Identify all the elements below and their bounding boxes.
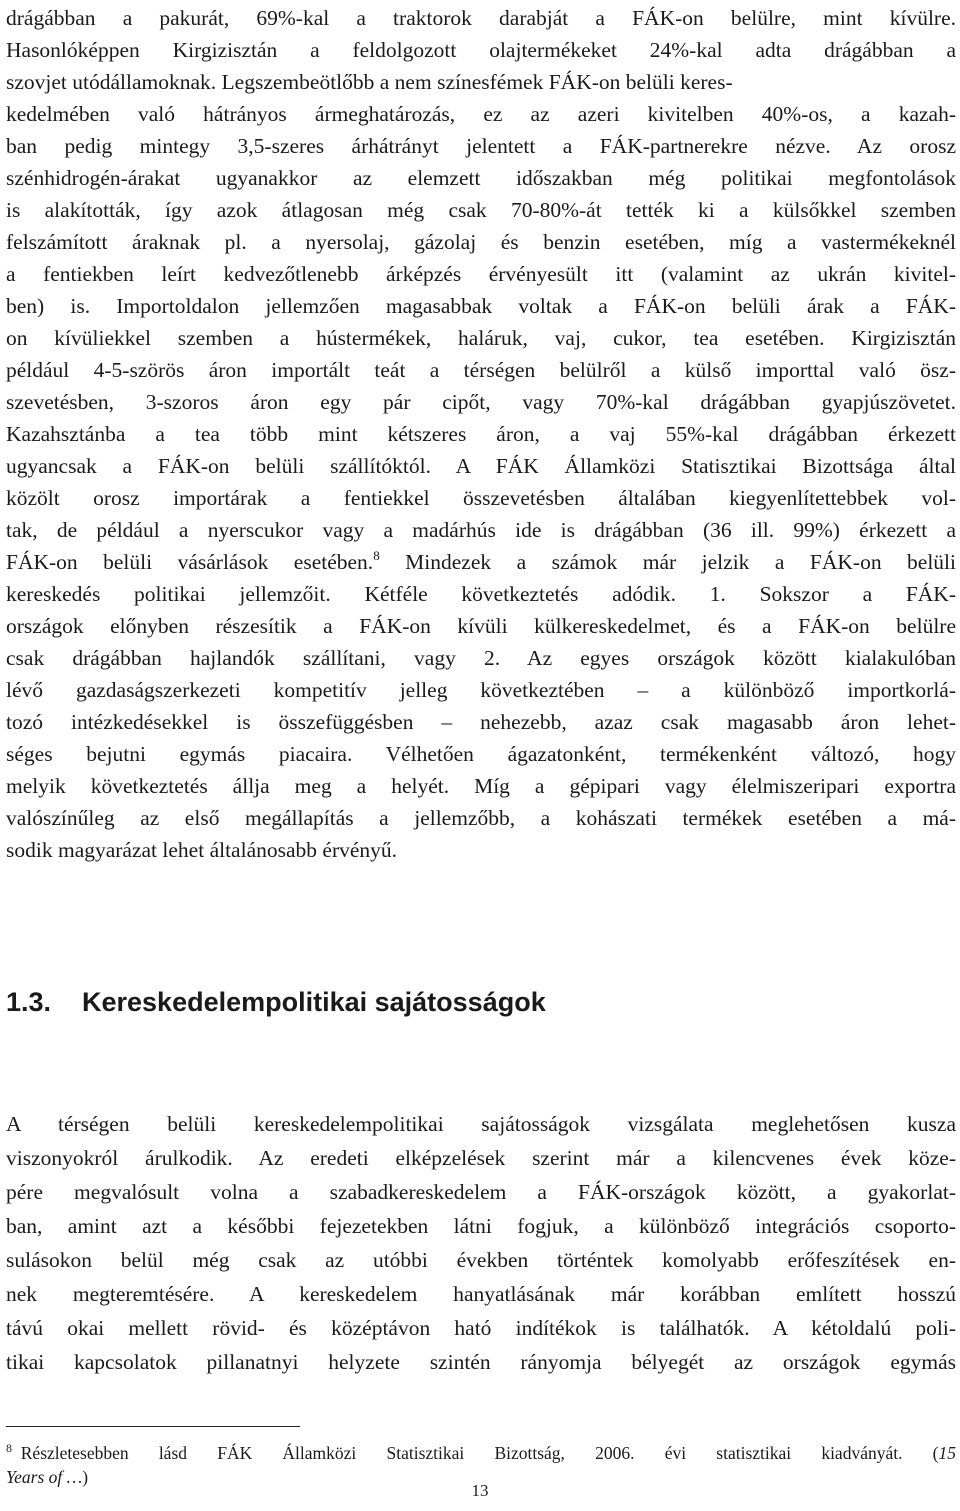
paragraph-line: közölt orosz importárak a fentiekkel összevetésben általában kiegyenlítettebbek vol-	[6, 486, 956, 510]
footnote-text: Részletesebben lásd FÁK Államközi Statisztikai Bizottság, 2006. évi statisztikai kiadványát. (	[20, 1443, 939, 1463]
paragraph-line: is alakították, így azok átlagosan még csak 70-80%-át tették ki a külsőkkel szemben	[6, 198, 956, 222]
paragraph-line: drágábban a pakurát, 69%-kal a traktorok darabját a FÁK-on belülre, mint kívülre.	[6, 6, 956, 30]
paragraph-line: ben) is. Importoldalon jellemzően magasabbak voltak a FÁK-on belüli árak a FÁK-	[6, 294, 956, 318]
paragraph-line: valószínűleg az első megállapítás a jellemzőbb, a kohászati termékek esetében a má-	[6, 806, 956, 830]
paragraph-line: kereskedés politikai jellemzőit. Kétféle következtetés adódik. 1. Sokszor a FÁK-	[6, 582, 956, 606]
paragraph-line: ugyancsak a FÁK-on belüli szállítóktól. A FÁK Államközi Statisztikai Bizottsága által	[6, 454, 956, 478]
paragraph-line: sodik magyarázat lehet általánosabb érvényű.	[6, 838, 398, 862]
paragraph-line: a fentiekben leírt kedvezőtlenebb árképzés érvényesült itt (valamint az ukrán kivitel-	[6, 262, 956, 286]
paragraph-line: ban, amint azt a későbbi fejezetekben látni fogjuk, a különböző integrációs csoporto-	[6, 1214, 956, 1238]
paragraph-line: lévő gazdaságszerkezeti kompetitív jelleg következtében – a különböző importkorlá-	[6, 678, 956, 702]
paragraph-line: csak drágábban hajlandók szállítani, vagy 2. Az egyes országok között kialakulóban	[6, 646, 956, 670]
paragraph-line: A térségen belüli kereskedelempolitikai sajátosságok vizsgálata meglehetősen kusza	[6, 1112, 956, 1136]
line-text: FÁK-on belüli vásárlások esetében.	[6, 550, 374, 574]
paragraph-line: tikai kapcsolatok pillanatnyi helyzete szintén rányomja bélyegét az országok egymás	[6, 1350, 956, 1374]
paragraph-line	[6, 548, 956, 576]
paragraph-line: Hasonlóképpen Kirgizisztán a feldolgozott olajtermékeket 24%-kal adta drágábban a	[6, 38, 956, 62]
footnote-text: )	[82, 1467, 89, 1487]
footnote-italic: 15	[938, 1443, 956, 1463]
section-number: 1.3.	[6, 987, 52, 1017]
paragraph-line: nek megteremtésére. A kereskedelem hanyatlásának már korábban említett hosszú	[6, 1282, 956, 1306]
paragraph-line: például 4-5-szörös áron importált teát a térségen belülről a külső importtal való ösz-	[6, 358, 956, 382]
paragraph-line: szovjet utódállamoknak. Legszembeötlőbb a nem színesfémek FÁK-on belüli keres-	[6, 70, 733, 94]
paragraph-line: szénhidrogén-árakat ugyanakkor az elemzett időszakban még politikai megfontolások	[6, 166, 956, 190]
paragraph-line: tozó intézkedésekkel is összefüggésben – nehezebb, azaz csak magasabb áron lehet-	[6, 710, 956, 734]
section-heading	[6, 985, 546, 1019]
paragraph-line: séges bejutni egymás piacaira. Vélhetően ágazatonként, termékenként változó, hogy	[6, 742, 956, 766]
paragraph-line: országok előnyben részesítik a FÁK-on kívüli külkereskedelmet, és a FÁK-on belülre	[6, 614, 956, 638]
paragraph-line: melyik következtetés állja meg a helyét. Míg a gépipari vagy élelmiszeripari exportra	[6, 774, 956, 798]
paragraph-line: távú okai mellett rövid- és középtávon ható indítékok is találhatók. A kétoldalú poli-	[6, 1316, 956, 1340]
paragraph-line: tak, de például a nyerscukor vagy a madárhús ide is drágábban (36 ill. 99%) érkezett a	[6, 518, 956, 542]
footnote-italic: Years of …	[6, 1467, 83, 1487]
paragraph-line: pére megvalósult volna a szabadkereskedelem a FÁK-országok között, a gyakorlat-	[6, 1180, 956, 1204]
footnote-line	[6, 1442, 956, 1464]
section-title: Kereskedelempolitikai sajátosságok	[82, 987, 546, 1017]
paragraph-line: on kívüliekkel szemben a hústermékek, haláruk, vaj, cukor, tea esetében. Kirgizisztán	[6, 326, 956, 350]
footnote-reference[interactable]: 8	[373, 548, 380, 563]
paragraph-line: viszonyokról árulkodik. Az eredeti elképzelések szerint már a kilencvenes évek köze-	[6, 1146, 956, 1170]
paragraph-line: ban pedig mintegy 3,5-szeres árhátrányt jelentett a FÁK-partnerekre nézve. Az orosz	[6, 134, 956, 158]
footnote-number: 8	[6, 1441, 12, 1455]
page-number: 13	[471, 1481, 489, 1500]
paragraph-line: Kazahsztánba a tea több mint kétszeres áron, a vaj 55%-kal drágábban érkezett	[6, 422, 956, 446]
footnote-separator	[6, 1426, 300, 1427]
paragraph-line: felszámított áraknak pl. a nyersolaj, gázolaj és benzin esetében, míg a vastermékeknél	[6, 230, 956, 254]
line-text: Mindezek a számok már jelzik a FÁK-on belüli	[379, 550, 957, 574]
footnote-text	[12, 1443, 21, 1463]
paragraph-line: kedelmében való hátrányos ármeghatározás, ez az azeri kivitelben 40%-os, a kazah-	[6, 102, 956, 126]
paragraph-line: szevetésben, 3-szoros áron egy pár cipőt, vagy 70%-kal drágábban gyapjúszövetet.	[6, 390, 956, 414]
paragraph-line: sulásokon belül még csak az utóbbi években történtek komolyabb erőfeszítések en-	[6, 1248, 956, 1272]
